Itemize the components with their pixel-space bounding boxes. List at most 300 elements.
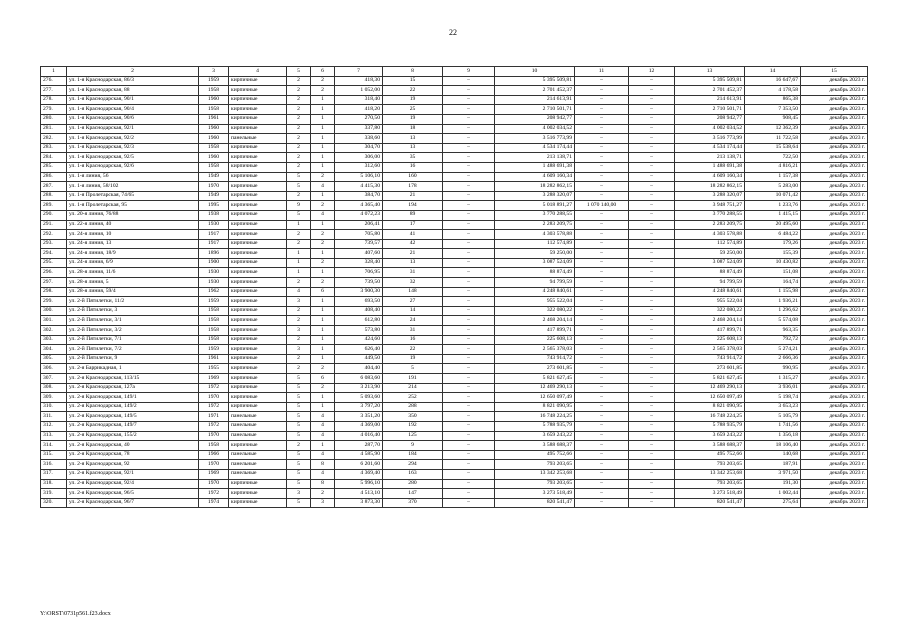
cell-col-12: – xyxy=(629,297,675,307)
cell-total-cost: 417 899,71 xyxy=(495,326,575,336)
cell-address: ул. 2-я Краснодарская, 96/7 xyxy=(67,498,199,508)
cell-floors: 5 xyxy=(287,374,311,384)
cell-col-11: – xyxy=(575,249,629,259)
cell-cost-per-unit: 3 653,23 xyxy=(745,402,801,412)
cell-residents: 42 xyxy=(383,239,443,249)
cell-col-11: – xyxy=(575,162,629,172)
cell-total-area: 4 369,00 xyxy=(335,421,383,431)
cell-floors: 2 xyxy=(287,306,311,316)
cell-wall-material: кирпичные xyxy=(229,268,287,278)
cell-col-12: – xyxy=(629,249,675,259)
cell-col-12: – xyxy=(629,345,675,355)
cell-year-built: 1958 xyxy=(199,105,229,115)
cell-address: ул. 24-я линия, 10 xyxy=(67,230,199,240)
cell-address: ул. 1-я Краснодарская, 92/3 xyxy=(67,143,199,153)
cell-wall-material: кирпичные xyxy=(229,249,287,259)
cell-total-area: 626,40 xyxy=(335,345,383,355)
cell-row-number: 318. xyxy=(41,479,67,489)
cell-row-number: 303. xyxy=(41,335,67,345)
cell-entrances: 4 xyxy=(311,469,335,479)
cell-cost-per-unit: 151,08 xyxy=(745,268,801,278)
cell-total-area: 706,95 xyxy=(335,268,383,278)
cell-total-cost: 5 395 509,81 xyxy=(495,76,575,86)
cell-total-cost: 12 469 290,13 xyxy=(495,383,575,393)
cell-col-11: – xyxy=(575,297,629,307)
cell-residents: 24 xyxy=(383,316,443,326)
cell-col-11: – xyxy=(575,489,629,499)
cell-total-area: 5 093,60 xyxy=(335,393,383,403)
cell-total-cost: 94 799,59 xyxy=(495,278,575,288)
table-row xyxy=(41,105,868,115)
table-row xyxy=(41,393,868,403)
cell-deadline: декабрь 2023 г. xyxy=(801,364,868,374)
cell-col-9: – xyxy=(443,335,495,345)
cell-total-area: 408,40 xyxy=(335,306,383,316)
cell-deadline: декабрь 2023 г. xyxy=(801,354,868,364)
cell-row-number: 295. xyxy=(41,258,67,268)
cell-entrances: 2 xyxy=(311,383,335,393)
cell-col-13-cost: 8 821 090,95 xyxy=(675,402,745,412)
cell-total-cost: 4 609 160,34 xyxy=(495,172,575,182)
cell-year-built: 1900 xyxy=(199,258,229,268)
cell-total-cost: 2 565 378,03 xyxy=(495,345,575,355)
cell-address: ул. 1-я Пролетарская, 74/65 xyxy=(67,191,199,201)
cell-address: ул. 1-я Краснодарская, 92/1 xyxy=(67,124,199,134)
cell-total-area: 404,40 xyxy=(335,364,383,374)
page-number: 22 xyxy=(449,28,457,37)
cell-col-11: – xyxy=(575,441,629,451)
cell-residents: 41 xyxy=(383,230,443,240)
cell-floors: 3 xyxy=(287,489,311,499)
cell-total-cost: 3 087 524,09 xyxy=(495,258,575,268)
cell-col-11: – xyxy=(575,374,629,384)
cell-col-9: – xyxy=(443,162,495,172)
cell-col-12: – xyxy=(629,450,675,460)
cell-col-9: – xyxy=(443,431,495,441)
cell-col-13-cost: 793 203,65 xyxy=(675,479,745,489)
cell-row-number: 304. xyxy=(41,345,67,355)
cell-total-area: 6 083,60 xyxy=(335,374,383,384)
cell-wall-material: кирпичные xyxy=(229,402,287,412)
cell-col-13-cost: 322 080,22 xyxy=(675,306,745,316)
cell-deadline: декабрь 2023 г. xyxy=(801,316,868,326)
cell-col-11: – xyxy=(575,105,629,115)
cell-col-12: – xyxy=(629,393,675,403)
cell-total-cost: 59 250,00 xyxy=(495,249,575,259)
table-row xyxy=(41,460,868,470)
table-row xyxy=(41,498,868,508)
table-row xyxy=(41,316,868,326)
cell-deadline: декабрь 2023 г. xyxy=(801,469,868,479)
cell-col-11: – xyxy=(575,134,629,144)
cell-entrances: 1 xyxy=(311,162,335,172)
table-row xyxy=(41,114,868,124)
cell-floors: 5 xyxy=(287,172,311,182)
table-row xyxy=(41,479,868,489)
cell-deadline: декабрь 2023 г. xyxy=(801,182,868,192)
cell-col-11: – xyxy=(575,306,629,316)
cell-cost-per-unit: 4 816,21 xyxy=(745,162,801,172)
cell-col-9: – xyxy=(443,249,495,259)
cell-residents: 25 xyxy=(383,105,443,115)
cell-col-13-cost: 4 303 578,88 xyxy=(675,230,745,240)
cell-floors: 3 xyxy=(287,326,311,336)
cell-floors: 5 xyxy=(287,421,311,431)
table-row xyxy=(41,95,868,105)
cell-entrances: 1 xyxy=(311,393,335,403)
cell-residents: 32 xyxy=(383,278,443,288)
cell-floors: 5 xyxy=(287,412,311,422)
cell-col-12: – xyxy=(629,153,675,163)
cell-cost-per-unit: 963,35 xyxy=(745,326,801,336)
cell-residents: 350 xyxy=(383,412,443,422)
footer-file-path: Y:\ORST\0731p561.f23.docx xyxy=(40,611,111,617)
cell-col-11: – xyxy=(575,95,629,105)
cell-col-11: – xyxy=(575,326,629,336)
cell-wall-material: кирпичные xyxy=(229,374,287,384)
cell-floors: 5 xyxy=(287,469,311,479)
table-row xyxy=(41,210,868,220)
cell-deadline: декабрь 2023 г. xyxy=(801,479,868,489)
cell-wall-material: кирпичные xyxy=(229,182,287,192)
cell-col-12: – xyxy=(629,182,675,192)
header-cell: 4 xyxy=(229,67,287,77)
cell-col-11: – xyxy=(575,345,629,355)
cell-col-13-cost: 3 588 688,37 xyxy=(675,441,745,451)
cell-floors: 2 xyxy=(287,124,311,134)
cell-total-area: 612,80 xyxy=(335,316,383,326)
table-row xyxy=(41,230,868,240)
cell-col-13-cost: 4 609 160,34 xyxy=(675,172,745,182)
cell-cost-per-unit: 792,72 xyxy=(745,335,801,345)
cell-address: ул. 2-я Краснодарская, 155/2 xyxy=(67,431,199,441)
cell-row-number: 278. xyxy=(41,95,67,105)
cell-cost-per-unit: 908,45 xyxy=(745,114,801,124)
cell-col-12: – xyxy=(629,383,675,393)
cell-wall-material: кирпичные xyxy=(229,76,287,86)
cell-total-area: 1 052,00 xyxy=(335,86,383,96)
table-row xyxy=(41,345,868,355)
cell-col-9: – xyxy=(443,450,495,460)
cell-address: ул. 1-я Краснодарская, 86/3 xyxy=(67,76,199,86)
cell-col-11: – xyxy=(575,268,629,278)
cell-entrances: 1 xyxy=(311,326,335,336)
cell-address: ул. 1-я линия, 56 xyxy=(67,172,199,182)
cell-wall-material: панельные xyxy=(229,460,287,470)
cell-col-13-cost: 5 821 627,45 xyxy=(675,374,745,384)
cell-total-area: 4 365,40 xyxy=(335,201,383,211)
cell-col-13-cost: 3 770 288,55 xyxy=(675,210,745,220)
cell-col-13-cost: 4 534 174,44 xyxy=(675,143,745,153)
cell-address: ул. 2-я Краснодарская, 113/15 xyxy=(67,374,199,384)
table-row xyxy=(41,354,868,364)
cell-wall-material: панельные xyxy=(229,134,287,144)
table-row xyxy=(41,326,868,336)
table-row xyxy=(41,258,868,268)
cell-col-12: – xyxy=(629,162,675,172)
header-cell: 9 xyxy=(443,67,495,77)
cell-address: ул. 2-я Краснодарская, 92/1 xyxy=(67,469,199,479)
cell-address: ул. 24-я линия, 13 xyxy=(67,239,199,249)
cell-cost-per-unit: 155,39 xyxy=(745,249,801,259)
cell-floors: 2 xyxy=(287,230,311,240)
cell-col-12: – xyxy=(629,278,675,288)
cell-col-9: – xyxy=(443,297,495,307)
cell-residents: 370 xyxy=(383,498,443,508)
cell-year-built: 1960 xyxy=(199,95,229,105)
cell-floors: 2 xyxy=(287,86,311,96)
cell-entrances: 1 xyxy=(311,95,335,105)
cell-total-cost: 2 710 501,71 xyxy=(495,105,575,115)
cell-cost-per-unit: 1 296,62 xyxy=(745,306,801,316)
cell-col-13-cost: 2 565 378,03 xyxy=(675,345,745,355)
cell-total-area: 739,50 xyxy=(335,278,383,288)
cell-col-13-cost: 214 613,91 xyxy=(675,95,745,105)
cell-entrances: 4 xyxy=(311,182,335,192)
cell-col-11: – xyxy=(575,114,629,124)
cell-floors: 2 xyxy=(287,316,311,326)
cell-address: ул. 1-я линия, 58/102 xyxy=(67,182,199,192)
cell-col-9: – xyxy=(443,393,495,403)
cell-residents: 17 xyxy=(383,220,443,230)
table-row xyxy=(41,431,868,441)
cell-deadline: декабрь 2023 г. xyxy=(801,345,868,355)
cell-row-number: 287. xyxy=(41,182,67,192)
cell-total-area: 5 106,10 xyxy=(335,172,383,182)
table-row xyxy=(41,268,868,278)
header-cell: 8 xyxy=(383,67,443,77)
cell-deadline: декабрь 2023 г. xyxy=(801,153,868,163)
cell-deadline: декабрь 2023 г. xyxy=(801,421,868,431)
cell-col-9: – xyxy=(443,354,495,364)
cell-address: ул. 28-я линия, 59/4 xyxy=(67,287,199,297)
cell-total-area: 3 351,20 xyxy=(335,412,383,422)
cell-total-area: 312,60 xyxy=(335,162,383,172)
cell-floors: 5 xyxy=(287,210,311,220)
cell-year-built: 1949 xyxy=(199,191,229,201)
cell-wall-material: кирпичные xyxy=(229,354,287,364)
cell-year-built: 1930 xyxy=(199,278,229,288)
cell-floors: 2 xyxy=(287,335,311,345)
cell-total-cost: 213 138,71 xyxy=(495,153,575,163)
cell-wall-material: кирпичные xyxy=(229,364,287,374)
cell-residents: 147 xyxy=(383,489,443,499)
cell-col-11: – xyxy=(575,153,629,163)
cell-total-area: 424,60 xyxy=(335,335,383,345)
cell-residents: 163 xyxy=(383,469,443,479)
cell-total-area: 384,70 xyxy=(335,191,383,201)
cell-total-cost: 4 248 840,61 xyxy=(495,287,575,297)
cell-col-9: – xyxy=(443,153,495,163)
cell-cost-per-unit: 164,74 xyxy=(745,278,801,288)
cell-col-9: – xyxy=(443,95,495,105)
cell-cost-per-unit: 18 106,40 xyxy=(745,441,801,451)
cell-col-9: – xyxy=(443,86,495,96)
cell-col-11: – xyxy=(575,210,629,220)
cell-total-area: 4 415,30 xyxy=(335,182,383,192)
header-cell: 13 xyxy=(675,67,745,77)
cell-row-number: 315. xyxy=(41,450,67,460)
cell-residents: 19 xyxy=(383,114,443,124)
cell-cost-per-unit: 1 157,38 xyxy=(745,172,801,182)
cell-cost-per-unit: 1 155,98 xyxy=(745,287,801,297)
cell-deadline: декабрь 2023 г. xyxy=(801,412,868,422)
cell-total-area: 6 201,60 xyxy=(335,460,383,470)
cell-address: ул. 2-й Пятилетки, 3/2 xyxy=(67,326,199,336)
table-row xyxy=(41,191,868,201)
cell-wall-material: кирпичные xyxy=(229,345,287,355)
cell-year-built: 1930 xyxy=(199,268,229,278)
cell-address: ул. 2-й Пятилетки, 11/2 xyxy=(67,297,199,307)
cell-floors: 2 xyxy=(287,134,311,144)
cell-row-number: 297. xyxy=(41,278,67,288)
cell-col-12: – xyxy=(629,441,675,451)
cell-year-built: 1972 xyxy=(199,421,229,431)
cell-col-9: – xyxy=(443,230,495,240)
cell-total-area: 573,80 xyxy=(335,326,383,336)
cell-col-9: – xyxy=(443,124,495,134)
table-row xyxy=(41,249,868,259)
cell-row-number: 300. xyxy=(41,306,67,316)
cell-col-12: – xyxy=(629,191,675,201)
cell-wall-material: кирпичные xyxy=(229,297,287,307)
cell-total-area: 3 873,30 xyxy=(335,498,383,508)
table-row xyxy=(41,220,868,230)
cell-deadline: декабрь 2023 г. xyxy=(801,326,868,336)
header-cell: 14 xyxy=(745,67,801,77)
cell-year-built: 1970 xyxy=(199,479,229,489)
cell-col-9: – xyxy=(443,460,495,470)
cell-address: ул. 2-й Пятилетки, 9 xyxy=(67,354,199,364)
cell-cost-per-unit: 5 198,74 xyxy=(745,393,801,403)
cell-col-13-cost: 2 701 452,37 xyxy=(675,86,745,96)
cell-floors: 5 xyxy=(287,479,311,489)
cell-entrances: 1 xyxy=(311,354,335,364)
cell-total-area: 739,57 xyxy=(335,239,383,249)
cell-row-number: 282. xyxy=(41,134,67,144)
cell-entrances: 1 xyxy=(311,268,335,278)
cell-address: ул. 1-я Краснодарская, 92/2 xyxy=(67,134,199,144)
cell-entrances: 2 xyxy=(311,258,335,268)
cell-row-number: 313. xyxy=(41,431,67,441)
cell-entrances: 2 xyxy=(311,239,335,249)
cell-col-12: – xyxy=(629,326,675,336)
cell-deadline: декабрь 2023 г. xyxy=(801,402,868,412)
cell-col-13-cost: 743 914,72 xyxy=(675,354,745,364)
cell-residents: 35 xyxy=(383,153,443,163)
cell-col-12: – xyxy=(629,258,675,268)
cell-total-area: 5 996,10 xyxy=(335,479,383,489)
cell-year-built: 1970 xyxy=(199,431,229,441)
cell-entrances: 6 xyxy=(311,287,335,297)
cell-col-11: – xyxy=(575,287,629,297)
cell-residents: 14 xyxy=(383,306,443,316)
cell-col-13-cost: 5 788 935,79 xyxy=(675,421,745,431)
cell-cost-per-unit: 191,30 xyxy=(745,479,801,489)
cell-total-cost: 793 203,65 xyxy=(495,460,575,470)
cell-total-area: 306,00 xyxy=(335,153,383,163)
cell-floors: 2 xyxy=(287,114,311,124)
cell-deadline: декабрь 2023 г. xyxy=(801,249,868,259)
cell-deadline: декабрь 2023 г. xyxy=(801,162,868,172)
cell-wall-material: кирпичные xyxy=(229,230,287,240)
cell-floors: 5 xyxy=(287,431,311,441)
cell-row-number: 280. xyxy=(41,114,67,124)
cell-deadline: декабрь 2023 г. xyxy=(801,374,868,384)
cell-total-cost: 4 534 174,44 xyxy=(495,143,575,153)
cell-total-cost: 3 273 518,49 xyxy=(495,489,575,499)
cell-col-9: – xyxy=(443,239,495,249)
cell-year-built: 1969 xyxy=(199,374,229,384)
cell-entrances: 1 xyxy=(311,191,335,201)
cell-entrances: 1 xyxy=(311,249,335,259)
cell-cost-per-unit: 16 647,67 xyxy=(745,76,801,86)
cell-total-cost: 2 283 209,75 xyxy=(495,220,575,230)
cell-deadline: декабрь 2023 г. xyxy=(801,383,868,393)
cell-total-area: 304,70 xyxy=(335,143,383,153)
cell-year-built: 1971 xyxy=(199,412,229,422)
cell-year-built: 1958 xyxy=(199,162,229,172)
cell-address: ул. 2-й Пятилетки, 3/1 xyxy=(67,316,199,326)
table-row xyxy=(41,134,868,144)
cell-address: ул. 1-я Краснодарская, 90/4 xyxy=(67,105,199,115)
cell-col-9: – xyxy=(443,345,495,355)
cell-residents: 9 xyxy=(383,441,443,451)
cell-col-13-cost: 225 608,13 xyxy=(675,335,745,345)
cell-total-area: 4 513,10 xyxy=(335,489,383,499)
cell-deadline: декабрь 2023 г. xyxy=(801,143,868,153)
cell-col-9: – xyxy=(443,402,495,412)
table-row xyxy=(41,182,868,192)
cell-col-9: – xyxy=(443,469,495,479)
table-row xyxy=(41,402,868,412)
cell-deadline: декабрь 2023 г. xyxy=(801,239,868,249)
cell-year-built: 1972 xyxy=(199,383,229,393)
cell-wall-material: кирпичные xyxy=(229,95,287,105)
cell-col-9: – xyxy=(443,182,495,192)
cell-entrances: 2 xyxy=(311,76,335,86)
cell-deadline: декабрь 2023 г. xyxy=(801,210,868,220)
cell-floors: 2 xyxy=(287,239,311,249)
cell-wall-material: кирпичные xyxy=(229,326,287,336)
cell-wall-material: кирпичные xyxy=(229,441,287,451)
cell-col-13-cost: 3 288 320,07 xyxy=(675,191,745,201)
cell-year-built: 1949 xyxy=(199,172,229,182)
cell-total-cost: 214 613,91 xyxy=(495,95,575,105)
cell-col-13-cost: 112 574,89 xyxy=(675,239,745,249)
table-row xyxy=(41,201,868,211)
cell-cost-per-unit: 5 105,79 xyxy=(745,412,801,422)
cell-col-13-cost: 88 874,49 xyxy=(675,268,745,278)
cell-deadline: декабрь 2023 г. xyxy=(801,105,868,115)
cell-total-area: 418,20 xyxy=(335,105,383,115)
cell-deadline: декабрь 2023 г. xyxy=(801,201,868,211)
cell-total-cost: 16 748 224,25 xyxy=(495,412,575,422)
cell-wall-material: кирпичные xyxy=(229,162,287,172)
cell-entrances: 2 xyxy=(311,172,335,182)
cell-col-9: – xyxy=(443,412,495,422)
cell-year-built: 1974 xyxy=(199,498,229,508)
cell-entrances: 8 xyxy=(311,479,335,489)
cell-col-13-cost: 2 710 501,71 xyxy=(675,105,745,115)
cell-total-cost: 3 588 688,37 xyxy=(495,441,575,451)
cell-total-area: 4 016,40 xyxy=(335,431,383,441)
cell-residents: 13 xyxy=(383,143,443,153)
cell-residents: 5 xyxy=(383,364,443,374)
cell-cost-per-unit: 4 178,58 xyxy=(745,86,801,96)
cell-residents: 18 xyxy=(383,124,443,134)
table-row xyxy=(41,335,868,345)
